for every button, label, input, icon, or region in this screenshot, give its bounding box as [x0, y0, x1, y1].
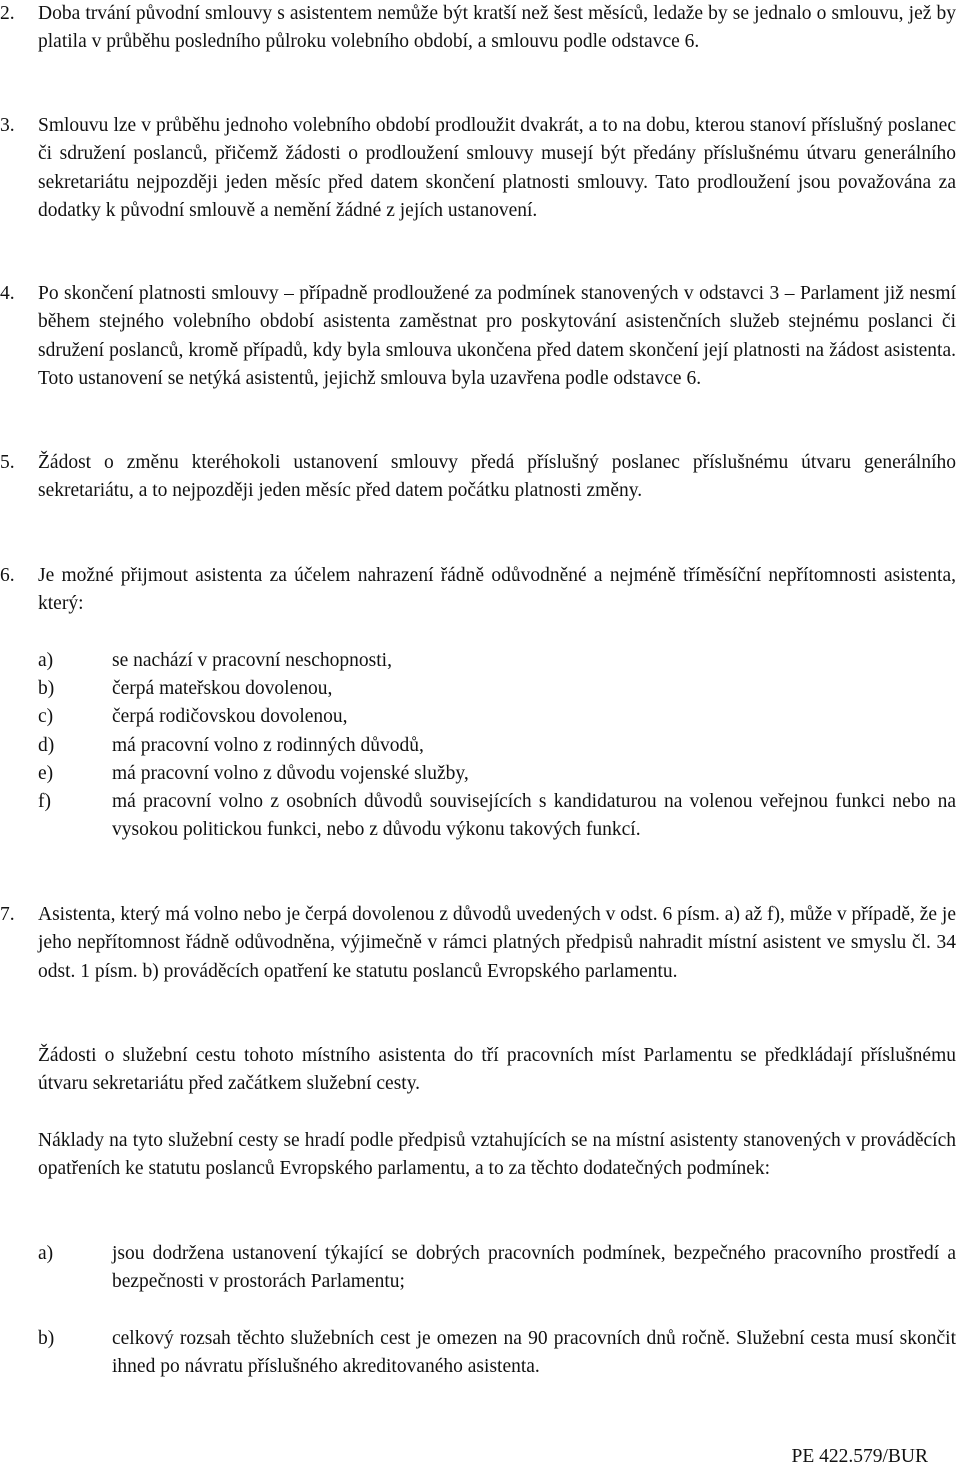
list-item-6d — [38, 732, 956, 760]
paragraph-number: 4. — [0, 283, 15, 304]
paragraph-mission-requests: Žádosti o služební cestu tohoto místního asistenta do tří pracovních míst Parlamentu se předkládají příslušnému útvaru sekretariátu před začátkem služební cesty. — [38, 1045, 956, 1095]
numbered-paragraph-4 — [0, 280, 960, 394]
list-text: jsou dodržena ustanovení týkající se dobrých pracovních podmínek, bezpečného pracovního prostředí a bezpečnosti v prostorách Parlamentu; — [112, 1243, 956, 1293]
paragraph-text: Smlouvu lze v průběhu jednoho volebního období prodloužit dvakrát, a to na dobu, kterou stanoví příslušný poslanec či sdružení poslanců, přičemž žádosti o prodloužení smlouvy musejí být předány příslušnému útvaru generálního sekretariátu nejpozději jeden měsíc před datem skončení platnosti smlouvy. Tato prodloužení jsou považována za dodatky k původní smlouvě a nemění žádné z jejích ustanovení. — [38, 115, 956, 222]
paragraph-mission-costs: Náklady na tyto služební cesty se hradí podle předpisů vztahujících se na místní asistenty stanovených v prováděcích opatřeních ke statutu poslanců Evropského parlamentu, a to za těchto dodatečných podmínek: — [38, 1130, 956, 1180]
paragraph-number: 6. — [0, 565, 15, 586]
list-text: čerpá rodičovskou dovolenou, — [112, 706, 348, 727]
paragraph-text: Je možné přijmout asistenta za účelem nahrazení řádně odůvodněné a nejméně tříměsíční nepřítomnosti asistenta, který: — [38, 565, 956, 615]
list-label: b) — [38, 1328, 55, 1349]
list-label: c) — [38, 706, 54, 727]
list-item-6c — [38, 703, 956, 731]
paragraph-number: 3. — [0, 115, 15, 136]
document-reference: PE 422.579/BUR — [791, 1446, 928, 1467]
numbered-paragraph-2 — [0, 0, 960, 57]
list-item-costs-b — [38, 1325, 956, 1382]
list-item-6e — [38, 760, 956, 788]
list-text: má pracovní volno z důvodu vojenské služby, — [112, 763, 469, 784]
numbered-paragraph-7 — [0, 901, 960, 986]
list-text: se nachází v pracovní neschopnosti, — [112, 650, 392, 671]
list-label: e) — [38, 763, 54, 784]
list-item-6a — [38, 647, 956, 675]
numbered-paragraph-3 — [0, 112, 960, 226]
list-item-6f — [38, 788, 956, 845]
list-label: a) — [38, 1243, 54, 1264]
list-label: b) — [38, 678, 55, 699]
paragraph-number: 5. — [0, 452, 15, 473]
list-label: d) — [38, 735, 55, 756]
list-text: má pracovní volno z osobních důvodů souvisejících s kandidaturou na volenou veřejnou funkci nebo na vysokou politickou funkci, nebo z důvodu výkonu takových funkcí. — [112, 791, 956, 841]
paragraph-text: Po skončení platnosti smlouvy – případně prodloužené za podmínek stanovených v odstavci 3 – Parlament již nesmí během stejného volebního období asistenta zaměstnat pro poskytování asistenčních služeb stejnému poslanci či sdružení poslanců, kromě případů, kdy byla smlouva ukončena před datem skončení její platnosti na žádost asistenta. Toto ustanovení se netýká asistentů, jejichž smlouva byla uzavřena podle odstavce 6. — [38, 283, 956, 390]
paragraph-number: 2. — [0, 3, 15, 24]
list-label: f) — [38, 791, 51, 812]
list-text: čerpá mateřskou dovolenou, — [112, 678, 333, 699]
paragraph-text: Žádost o změnu kteréhokoli ustanovení smlouvy předá příslušný poslanec příslušnému útvaru generálního sekretariátu, a to nejpozději jeden měsíc před datem počátku platnosti změny. — [38, 452, 956, 502]
paragraph-number: 7. — [0, 904, 15, 925]
paragraph-text: Doba trvání původní smlouvy s asistentem nemůže být kratší než šest měsíců, ledaže by se jednalo o smlouvu, jež by platila v průběhu posledního půlroku volebního období, a smlouvu podle odstavce 6. — [38, 3, 956, 53]
list-text: celkový rozsah těchto služebních cest je omezen na 90 pracovních dnů ročně. Služební cesta musí skončit ihned po návratu příslušného akreditovaného asistenta. — [112, 1328, 956, 1378]
numbered-paragraph-6 — [0, 562, 960, 619]
list-item-6b — [38, 675, 956, 703]
list-label: a) — [38, 650, 54, 671]
numbered-paragraph-5 — [0, 449, 960, 506]
paragraph-text: Asistenta, který má volno nebo je čerpá dovolenou z důvodů uvedených v odst. 6 písm. a) až f), může v případě, že je jeho nepřítomnost řádně odůvodněna, výjimečně v rámci platných předpisů nahradit místní asistent ve smyslu čl. 34 odst. 1 písm. b) prováděcích opatření ke statutu poslanců Evropského parlamentu. — [38, 904, 956, 982]
list-item-costs-a — [38, 1240, 956, 1297]
list-text: má pracovní volno z rodinných důvodů, — [112, 735, 424, 756]
